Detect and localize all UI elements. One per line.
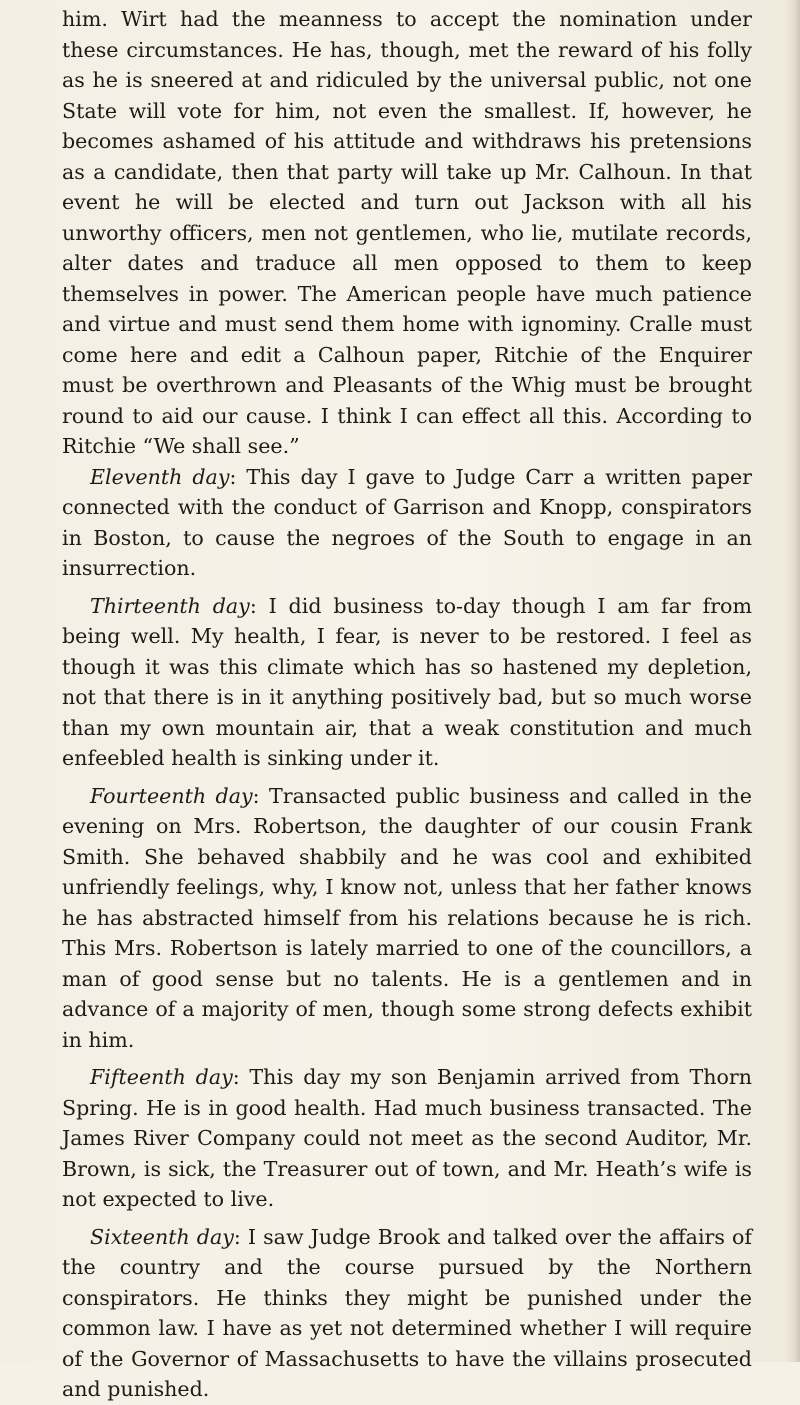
day-label: Eleventh day xyxy=(90,464,230,489)
paragraph-thirteenth-day xyxy=(62,591,752,774)
paragraph-sixteenth-day xyxy=(62,1222,752,1405)
paragraph-fifteenth-day xyxy=(62,1062,752,1215)
day-label: Sixteenth day xyxy=(90,1224,234,1249)
paragraph-eleventh-day xyxy=(62,462,752,584)
paragraph-text: him. Wirt had the meanness to accept the nomination under these circumstances. He has, though, met the reward of his folly as he is sneered at and ridiculed by the universal public, not one State will vote for him, not even the smallest. If, however, he becomes ashamed of his attitude and withdraws his pretensions as a candidate, then that party will take up Mr. Calhoun. In that event he will be elected and turn out Jackson with all his unworthy officers, men not gentlemen, who lie, mutilate records, alter dates and traduce all men opposed to them to keep themselves in power. The American people have much patience and virtue and must send them home with ignominy. Cralle must come here and edit a Calhoun paper, Ritchie of the Enquirer must be overthrown and Pleasants of the Whig must be brought round to aid our cause. I think I can effect all this. According to Ritchie “We shall see.” xyxy=(62,7,752,458)
day-label: Fourteenth day xyxy=(90,783,253,808)
body-text xyxy=(62,4,752,1405)
paragraph-fourteenth-day xyxy=(62,781,752,1056)
day-label: Thirteenth day xyxy=(90,593,250,618)
paragraph-text: : This day I gave to Judge Carr a written paper connected with the conduct of Garrison and Knopp, conspirators in Boston, to cause the negroes of the South to engage in an insurrection. xyxy=(62,464,752,580)
paragraph-text: : I saw Judge Brook and talked over the affairs of the country and the course pursued by the Northern conspirators. He thinks they might be punished under the common law. I have as yet not determined whether I will require of the Governor of Massachusetts to have the villains prosecuted and punished. xyxy=(62,1224,753,1401)
paragraph-continuation xyxy=(62,4,752,462)
day-label: Fifteenth day xyxy=(90,1065,233,1089)
paragraph-text: : Transacted public business and called in the evening on Mrs. Robertson, the daughter of our cousin Frank Smith. She behaved shabbily and he was cool and exhibited unfriendly feelings, why, I know not, unless that her father knows he has abstracted himself from his relations because he is rich. This Mrs. Robertson is lately married to one of the councillors, a man of good sense but no talents. He is a gentlemen and in advance of a majority of men, though some strong defects exhibit in him. xyxy=(62,783,752,1052)
paragraph-text: : This day my son Benjamin arrived from Thorn Spring. He is in good health. Had much business transacted. The James River Company could not meet as the second Auditor, Mr. Brown, is sick, the Treasurer out of town, and Mr. Heath’s wife is not expected to live. xyxy=(62,1065,753,1211)
paragraph-text: : I did business to-day though I am far from being well. My health, I fear, is never to be restored. I feel as though it was this climate which has so hastened my depletion, not that there is in it anything positively bad, but so much worse than my own mountain air, that a weak constitution and much enfeebled health is sinking under it. xyxy=(62,593,752,770)
page-edge-shadow xyxy=(786,0,800,1362)
